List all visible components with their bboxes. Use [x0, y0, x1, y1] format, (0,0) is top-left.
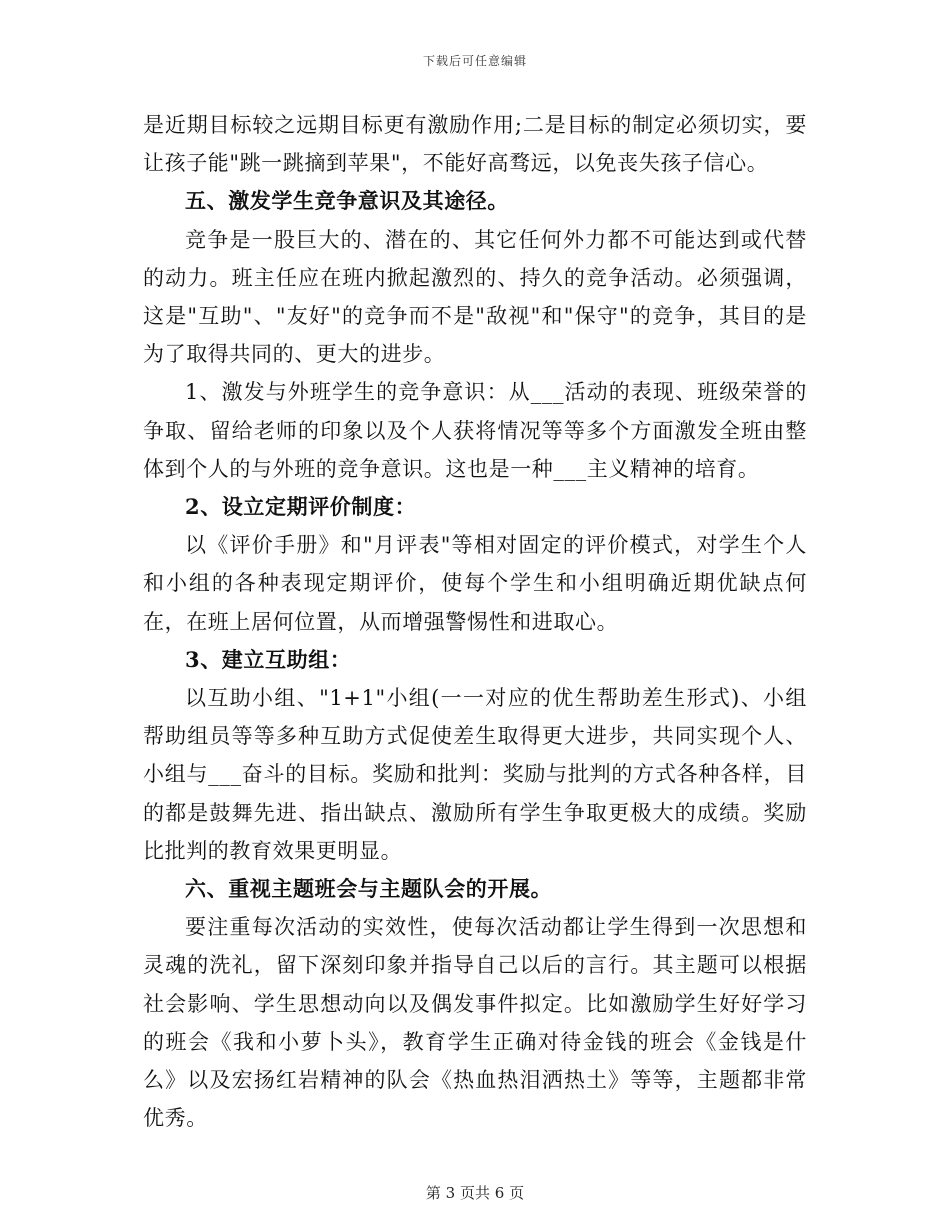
paragraph-item-1: 1、激发与外班学生的竞争意识：从___活动的表现、班级荣誉的争取、留给老师的印象以及个人获将情况等等多个方面激发全班由整体到个人的与外班的竞争意识。这也是一种___主义精神的培育。: [143, 380, 807, 481]
page-number: 第 3 页共 6 页: [425, 1184, 525, 1202]
paragraph-competition: 竞争是一股巨大的、潜在的、其它任何外力都不可能达到或代替的动力。班主任应在班内掀起激烈的、持久的竞争活动。必须强调，这是"互助"、"友好"的竞争而不是"敌视"和"保守"的竞争，其目的是为了取得共同的、更大的进步。: [143, 227, 807, 367]
paragraph-continued: 是近期目标较之远期目标更有激励作用;二是目标的制定必须切实，要让孩子能"跳一跳摘到苹果"，不能好高骛远，以免丧失孩子信心。: [143, 113, 807, 176]
paragraph-mutual-aid: 以互助小组、"1+1"小组(一一对应的优生帮助差生形式)、小组帮助组员等等多种互助方式促使差生取得更大进步，共同实现个人、小组与___奋斗的目标。奖励和批判：奖励与批判的方式各种各样，目的都是鼓舞先进、指出缺点、激励所有学生争取更极大的成绩。奖励比批判的教育效果更明显。: [143, 686, 807, 863]
subheading-item-3: 3、建立互助组：: [185, 646, 352, 672]
subheading-item-2: 2、设立定期评价制度：: [185, 494, 417, 520]
paragraph-theme-meetings: 要注重每次活动的实效性，使每次活动都让学生得到一次思想和灵魂的洗礼，留下深刻印象并指导自己以后的言行。其主题可以根据社会影响、学生思想动向以及偶发事件拟定。比如激励学生好好学习的班会《我和小萝卜头》，教育学生正确对待金钱的班会《金钱是什么》以及宏扬红岩精神的队会《热血热泪洒热土》等等，主题都非常优秀。: [143, 915, 807, 1131]
section-heading-5: 五、激发学生竞争意识及其途径。: [185, 188, 509, 214]
paragraph-evaluation: 以《评价手册》和"月评表"等相对固定的评价模式，对学生个人和小组的各种表现定期评价，使每个学生和小组明确近期优缺点何在，在班上居何位置，从而增强警惕性和进取心。: [143, 533, 807, 634]
document-body: [143, 106, 807, 1137]
section-heading-6: 六、重视主题班会与主题队会的开展。: [185, 876, 553, 902]
page-header: 下载后可任意编辑: [422, 54, 527, 68]
